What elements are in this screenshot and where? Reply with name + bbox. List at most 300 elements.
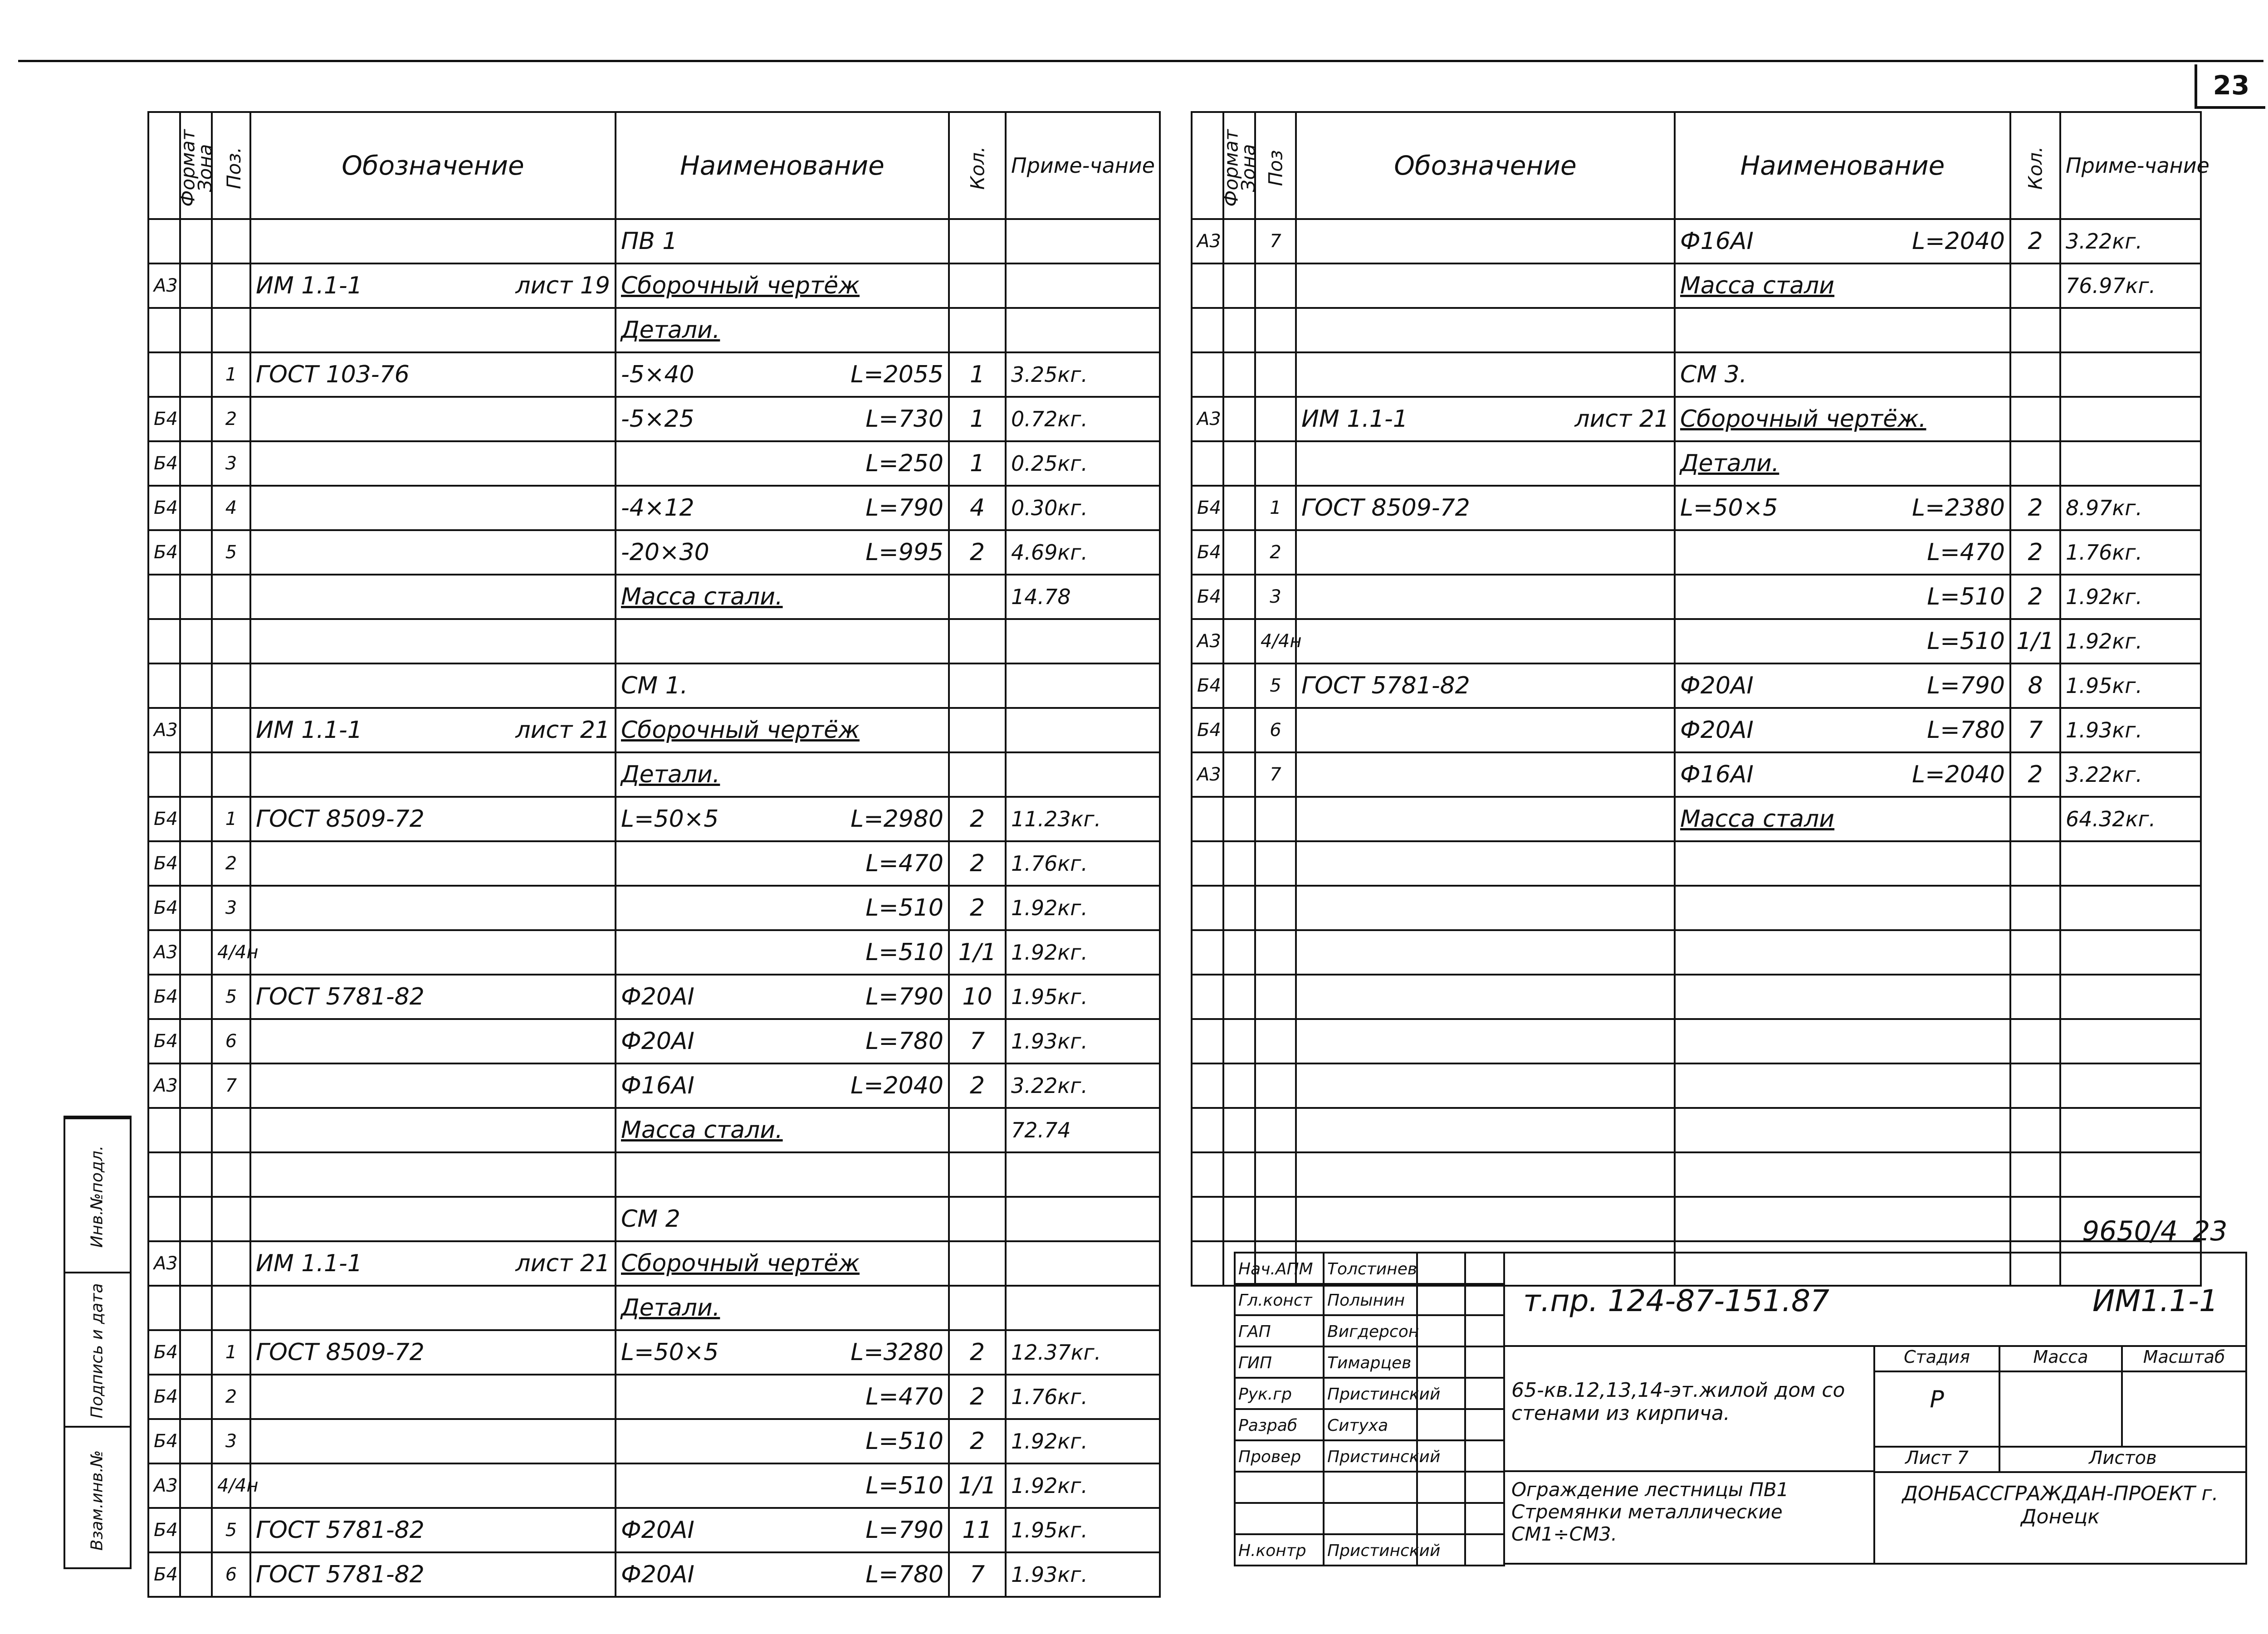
cell-note bbox=[2060, 1152, 2201, 1197]
signature-name: Полынин bbox=[1323, 1283, 1418, 1316]
cell-note: 1.93кг. bbox=[1006, 1552, 1160, 1597]
signature-sign bbox=[1416, 1283, 1466, 1316]
cell-name bbox=[1675, 263, 2010, 308]
table-row bbox=[148, 263, 1160, 308]
cell-zone bbox=[180, 797, 212, 841]
cell-format bbox=[1192, 797, 1223, 841]
table-row bbox=[1192, 663, 2201, 708]
name-length: L=510 bbox=[865, 1428, 943, 1455]
cell-zone bbox=[1223, 575, 1255, 619]
cell-format: А3 bbox=[148, 263, 180, 308]
name-wrap bbox=[1680, 628, 2005, 655]
cell-format bbox=[1192, 352, 1223, 397]
table-row bbox=[1192, 975, 2201, 1019]
cell-format: А3 bbox=[1192, 619, 1223, 663]
cell-note: 3.22кг. bbox=[1006, 1063, 1160, 1108]
cell-note: 1.95кг. bbox=[1006, 1508, 1160, 1552]
table-row bbox=[148, 1330, 1160, 1375]
name-length: L=510 bbox=[865, 894, 943, 922]
cell-pos bbox=[1255, 1197, 1296, 1241]
doc-code-small bbox=[2082, 1215, 2228, 1247]
signature-sign bbox=[1416, 1314, 1466, 1347]
cell-pos bbox=[212, 263, 250, 308]
cell-note: 1.92кг. bbox=[1006, 1463, 1160, 1508]
cell-name bbox=[616, 1197, 949, 1241]
cell-zone bbox=[180, 263, 212, 308]
cell-qty: 4 bbox=[949, 486, 1006, 530]
cell-note: 12.37кг. bbox=[1006, 1330, 1160, 1375]
signature-date bbox=[1464, 1346, 1505, 1379]
name-text: L=50×5 bbox=[1680, 494, 1778, 522]
cell-zone bbox=[1223, 841, 1255, 886]
cell-qty: 2 bbox=[2010, 575, 2060, 619]
cell-designation bbox=[1296, 975, 1675, 1019]
table-row bbox=[148, 575, 1160, 619]
table-row bbox=[1192, 441, 2201, 486]
cell-pos: 4/4н bbox=[212, 930, 250, 975]
cell-qty: 1 bbox=[949, 352, 1006, 397]
cell-zone bbox=[180, 1197, 212, 1241]
cell-note: 0.25кг. bbox=[1006, 441, 1160, 486]
table-row bbox=[1192, 530, 2201, 575]
cell-note bbox=[1006, 708, 1160, 752]
designation-text: ГОСТ 5781-82 bbox=[256, 1561, 425, 1588]
cell-note: 3.25кг. bbox=[1006, 352, 1160, 397]
cell-pos bbox=[212, 1197, 250, 1241]
name-text: Ф16АI bbox=[1680, 228, 1754, 255]
cell-pos bbox=[1255, 308, 1296, 352]
cell-note bbox=[1006, 663, 1160, 708]
cell-zone bbox=[180, 1063, 212, 1108]
cell-format: Б4 bbox=[148, 886, 180, 930]
cell-pos bbox=[212, 708, 250, 752]
cell-pos bbox=[1255, 397, 1296, 441]
table-row bbox=[148, 1375, 1160, 1419]
cell-qty bbox=[949, 263, 1006, 308]
cell-name bbox=[616, 1286, 949, 1330]
name-wrap bbox=[621, 405, 943, 433]
designation-text: ИМ 1.1-1 bbox=[256, 272, 362, 299]
table-row bbox=[1192, 308, 2201, 352]
mass-value bbox=[1999, 1371, 2123, 1448]
cell-designation bbox=[250, 1463, 616, 1508]
designation-sheet: лист 21 bbox=[515, 1250, 610, 1277]
cell-note: 14.78 bbox=[1006, 575, 1160, 619]
table-row bbox=[1192, 619, 2201, 663]
name-length: L=2040 bbox=[850, 1072, 943, 1099]
cell-designation bbox=[250, 1375, 616, 1419]
cell-zone bbox=[180, 930, 212, 975]
name-text: Ф20АI bbox=[621, 983, 694, 1010]
signature-sign bbox=[1416, 1377, 1466, 1410]
cell-pos bbox=[212, 575, 250, 619]
table-row bbox=[148, 1197, 1160, 1241]
cell-note bbox=[1006, 1152, 1160, 1197]
sheet-number: 23 bbox=[2213, 70, 2250, 101]
signature-date bbox=[1464, 1533, 1505, 1566]
cell-designation bbox=[250, 930, 616, 975]
sheets-label: Листов bbox=[1999, 1446, 2247, 1473]
name-length: L=2980 bbox=[850, 805, 943, 833]
side-stamp-cell bbox=[65, 1272, 132, 1428]
cell-zone bbox=[180, 619, 212, 663]
cell-pos: 4/4н bbox=[212, 1463, 250, 1508]
cell-note bbox=[1006, 752, 1160, 797]
cell-pos: 5 bbox=[212, 975, 250, 1019]
cell-name bbox=[616, 441, 949, 486]
cell-qty: 2 bbox=[949, 1375, 1006, 1419]
cell-note: 1.92кг. bbox=[1006, 1419, 1160, 1463]
cell-designation bbox=[1296, 663, 1675, 708]
cell-name bbox=[1675, 930, 2010, 975]
cell-designation bbox=[250, 1552, 616, 1597]
cell-qty: 2 bbox=[949, 530, 1006, 575]
table-row bbox=[1192, 1063, 2201, 1108]
doc-code-right: ИМ1.1-1 bbox=[2092, 1283, 2218, 1318]
cell-zone bbox=[1223, 530, 1255, 575]
table-row bbox=[1192, 575, 2201, 619]
name-wrap bbox=[1680, 717, 2005, 744]
cell-qty bbox=[2010, 1063, 2060, 1108]
name-wrap bbox=[621, 539, 943, 566]
cell-note: 4.69кг. bbox=[1006, 530, 1160, 575]
cell-format bbox=[148, 1286, 180, 1330]
name-wrap bbox=[621, 317, 943, 344]
cell-zone bbox=[180, 708, 212, 752]
cell-designation bbox=[1296, 1152, 1675, 1197]
table-row bbox=[148, 975, 1160, 1019]
cell-zone bbox=[180, 1330, 212, 1375]
name-wrap bbox=[1680, 272, 2005, 299]
cell-designation bbox=[250, 1197, 616, 1241]
cell-note: 1.92кг. bbox=[1006, 886, 1160, 930]
signature-name bbox=[1323, 1471, 1418, 1504]
scale-label: Масштаб bbox=[2121, 1345, 2247, 1372]
cell-note: 1.92кг. bbox=[2060, 575, 2201, 619]
signature-role: Нач.АПМ bbox=[1234, 1252, 1325, 1285]
cell-zone bbox=[1223, 930, 1255, 975]
cell-zone bbox=[1223, 975, 1255, 1019]
name-text: Сборочный чертёж bbox=[621, 717, 860, 744]
cell-qty: 2 bbox=[2010, 486, 2060, 530]
name-wrap bbox=[621, 1428, 943, 1455]
signature-role: ГАП bbox=[1234, 1314, 1325, 1347]
cell-name bbox=[616, 1330, 949, 1375]
name-wrap bbox=[621, 361, 943, 388]
cell-pos bbox=[1255, 1063, 1296, 1108]
table-row bbox=[1192, 1019, 2201, 1063]
table-row bbox=[148, 308, 1160, 352]
cell-name bbox=[616, 708, 949, 752]
cell-designation bbox=[1296, 397, 1675, 441]
cell-zone bbox=[180, 486, 212, 530]
col-designation: Обозначение bbox=[1296, 112, 1675, 219]
name-wrap bbox=[1680, 761, 2005, 788]
cell-format bbox=[1192, 1152, 1223, 1197]
cell-pos: 1 bbox=[212, 352, 250, 397]
cell-zone bbox=[180, 1552, 212, 1597]
cell-qty: 1 bbox=[949, 441, 1006, 486]
cell-note: 1.95кг. bbox=[1006, 975, 1160, 1019]
side-stamp-label: Подпись и дата bbox=[88, 1283, 107, 1419]
designation-wrap bbox=[256, 983, 610, 1010]
top-border-line bbox=[18, 60, 2263, 62]
cell-format bbox=[148, 352, 180, 397]
table-row bbox=[148, 441, 1160, 486]
cell-name bbox=[1675, 663, 2010, 708]
name-text: Масса стали bbox=[1680, 272, 1835, 299]
cell-designation bbox=[250, 575, 616, 619]
signature-date bbox=[1464, 1439, 1505, 1473]
cell-note bbox=[1006, 1286, 1160, 1330]
cell-zone bbox=[1223, 397, 1255, 441]
table-row bbox=[148, 397, 1160, 441]
cell-note bbox=[2060, 352, 2201, 397]
cell-qty: 2 bbox=[949, 1330, 1006, 1375]
table-row bbox=[1192, 1197, 2201, 1241]
cell-name bbox=[616, 530, 949, 575]
cell-zone bbox=[1223, 619, 1255, 663]
title-block bbox=[1234, 1252, 2245, 1565]
signature-sign bbox=[1416, 1533, 1466, 1566]
cell-name bbox=[1675, 1063, 2010, 1108]
name-length: L=790 bbox=[1927, 672, 2005, 699]
cell-format bbox=[1192, 1241, 1223, 1286]
designation-text: ГОСТ 8509-72 bbox=[256, 1339, 425, 1366]
col-note: Приме-чание bbox=[2060, 112, 2201, 219]
cell-pos bbox=[212, 619, 250, 663]
cell-note: 1.92кг. bbox=[1006, 930, 1160, 975]
cell-designation bbox=[1296, 930, 1675, 975]
cell-designation bbox=[250, 397, 616, 441]
cell-name bbox=[1675, 841, 2010, 886]
cell-note: 1.76кг. bbox=[1006, 1375, 1160, 1419]
cell-note: 1.93кг. bbox=[1006, 1019, 1160, 1063]
cell-pos bbox=[212, 308, 250, 352]
cell-zone bbox=[180, 219, 212, 263]
cell-pos: 7 bbox=[1255, 752, 1296, 797]
cell-designation bbox=[250, 619, 616, 663]
cell-name bbox=[616, 219, 949, 263]
table-row bbox=[148, 1108, 1160, 1152]
signature-sign bbox=[1416, 1346, 1466, 1379]
cell-format: Б4 bbox=[1192, 708, 1223, 752]
designation-wrap bbox=[256, 805, 610, 833]
cell-designation bbox=[250, 752, 616, 797]
cell-designation bbox=[1296, 619, 1675, 663]
cell-zone bbox=[1223, 797, 1255, 841]
cell-name bbox=[1675, 886, 2010, 930]
cell-pos bbox=[1255, 975, 1296, 1019]
cell-pos: 1 bbox=[212, 1330, 250, 1375]
cell-zone bbox=[1223, 752, 1255, 797]
name-length: L=2040 bbox=[1912, 761, 2005, 788]
cell-qty: 7 bbox=[2010, 708, 2060, 752]
name-text: Ф20АI bbox=[621, 1517, 694, 1544]
designation-text: ИМ 1.1-1 bbox=[256, 1250, 362, 1277]
designation-text: ГОСТ 103-76 bbox=[256, 361, 410, 388]
name-text: Детали. bbox=[621, 317, 720, 344]
cell-designation bbox=[250, 1508, 616, 1552]
table-row bbox=[148, 841, 1160, 886]
cell-qty bbox=[2010, 886, 2060, 930]
cell-qty bbox=[2010, 263, 2060, 308]
cell-note bbox=[2060, 886, 2201, 930]
name-wrap bbox=[1680, 405, 2005, 433]
cell-qty bbox=[2010, 397, 2060, 441]
cell-pos bbox=[212, 1152, 250, 1197]
cell-designation bbox=[1296, 219, 1675, 263]
cell-note bbox=[2060, 397, 2201, 441]
name-wrap bbox=[621, 1517, 943, 1544]
spec-table-right bbox=[1191, 111, 2209, 1287]
designation-wrap bbox=[256, 1250, 610, 1277]
table-row bbox=[148, 1463, 1160, 1508]
cell-note: 0.30кг. bbox=[1006, 486, 1160, 530]
cell-pos: 2 bbox=[1255, 530, 1296, 575]
name-text: Ф20АI bbox=[1680, 717, 1754, 744]
cell-designation bbox=[250, 441, 616, 486]
cell-note: 1.92кг. bbox=[2060, 619, 2201, 663]
name-length: L=780 bbox=[865, 1028, 943, 1055]
cell-designation bbox=[1296, 708, 1675, 752]
cell-note bbox=[2060, 1019, 2201, 1063]
cell-qty bbox=[2010, 930, 2060, 975]
col-qty: Кол. bbox=[949, 112, 1006, 219]
cell-name bbox=[616, 975, 949, 1019]
cell-zone bbox=[1223, 1063, 1255, 1108]
cell-format bbox=[148, 1152, 180, 1197]
name-text: Масса стали. bbox=[621, 1117, 783, 1144]
signature-date bbox=[1464, 1502, 1505, 1535]
cell-pos bbox=[1255, 797, 1296, 841]
name-length: L=510 bbox=[865, 1472, 943, 1499]
signature-date bbox=[1464, 1377, 1505, 1410]
cell-designation bbox=[250, 308, 616, 352]
name-length: L=780 bbox=[865, 1561, 943, 1588]
signature-sign bbox=[1416, 1408, 1466, 1441]
cell-name bbox=[1675, 1197, 2010, 1241]
cell-note bbox=[2060, 1108, 2201, 1152]
cell-zone bbox=[180, 530, 212, 575]
cell-name bbox=[1675, 352, 2010, 397]
cell-format bbox=[1192, 1063, 1223, 1108]
name-wrap bbox=[1680, 805, 2005, 833]
signature-role: Рук.гр bbox=[1234, 1377, 1325, 1410]
cell-name bbox=[1675, 530, 2010, 575]
cell-pos bbox=[1255, 352, 1296, 397]
name-length: L=470 bbox=[1927, 539, 2005, 566]
cell-format: Б4 bbox=[148, 1375, 180, 1419]
cell-qty: 1/1 bbox=[949, 930, 1006, 975]
cell-pos bbox=[212, 1286, 250, 1330]
name-text: -4×12 bbox=[621, 494, 694, 522]
cell-designation bbox=[250, 1019, 616, 1063]
doc-code: т.пр. 124-87-151.87 ИМ1.1-1 bbox=[1503, 1252, 2247, 1347]
name-length: L=995 bbox=[865, 539, 943, 566]
col-pos: Поз. bbox=[212, 112, 250, 219]
name-length: L=3280 bbox=[850, 1339, 943, 1366]
cell-qty: 1/1 bbox=[2010, 619, 2060, 663]
cell-designation bbox=[1296, 797, 1675, 841]
table-row bbox=[148, 1063, 1160, 1108]
cell-note: 3.22кг. bbox=[2060, 219, 2201, 263]
cell-name bbox=[1675, 575, 2010, 619]
table-row bbox=[1192, 352, 2201, 397]
signature-date bbox=[1464, 1408, 1505, 1441]
cell-pos: 4/4н bbox=[1255, 619, 1296, 663]
cell-note bbox=[2060, 975, 2201, 1019]
cell-format bbox=[1192, 886, 1223, 930]
name-text: L=50×5 bbox=[621, 805, 719, 833]
cell-pos bbox=[1255, 930, 1296, 975]
name-text: Сборочный чертёж bbox=[621, 272, 860, 299]
cell-pos: 5 bbox=[212, 530, 250, 575]
name-wrap bbox=[621, 1205, 943, 1233]
cell-format bbox=[148, 219, 180, 263]
name-wrap bbox=[1680, 228, 2005, 255]
side-stamp-label: Взам.инв.№ bbox=[88, 1450, 107, 1551]
cell-format: А3 bbox=[148, 708, 180, 752]
cell-name bbox=[616, 1108, 949, 1152]
cell-pos: 7 bbox=[1255, 219, 1296, 263]
name-wrap bbox=[1680, 583, 2005, 610]
table-row bbox=[148, 530, 1160, 575]
cell-zone bbox=[180, 752, 212, 797]
name-text: Сборочный чертёж. bbox=[1680, 405, 1926, 433]
cell-format: Б4 bbox=[148, 441, 180, 486]
cell-designation bbox=[250, 352, 616, 397]
table-row bbox=[148, 1019, 1160, 1063]
cell-format: А3 bbox=[148, 1063, 180, 1108]
name-text: Ф20АI bbox=[1680, 672, 1754, 699]
name-wrap bbox=[621, 672, 943, 699]
cell-zone bbox=[1223, 886, 1255, 930]
cell-name bbox=[1675, 752, 2010, 797]
cell-note bbox=[1006, 1241, 1160, 1286]
cell-qty: 1 bbox=[949, 397, 1006, 441]
signature-role: Провер bbox=[1234, 1439, 1325, 1473]
cell-name bbox=[616, 752, 949, 797]
cell-zone bbox=[180, 1419, 212, 1463]
cell-zone bbox=[1223, 663, 1255, 708]
cell-pos bbox=[212, 663, 250, 708]
cell-format bbox=[1192, 1197, 1223, 1241]
cell-name bbox=[616, 1463, 949, 1508]
cell-note: 1.93кг. bbox=[2060, 708, 2201, 752]
cell-designation bbox=[250, 797, 616, 841]
name-text: СМ 3. bbox=[1680, 361, 1747, 388]
cell-zone bbox=[180, 886, 212, 930]
cell-format: Б4 bbox=[1192, 575, 1223, 619]
cell-format: Б4 bbox=[148, 841, 180, 886]
cell-note: 1.95кг. bbox=[2060, 663, 2201, 708]
cell-zone bbox=[180, 1241, 212, 1286]
cell-zone bbox=[1223, 1019, 1255, 1063]
cell-pos: 6 bbox=[212, 1552, 250, 1597]
cell-format: А3 bbox=[1192, 397, 1223, 441]
cell-designation bbox=[250, 263, 616, 308]
scale-value bbox=[2121, 1371, 2247, 1448]
designation-text: ГОСТ 5781-82 bbox=[256, 1517, 425, 1544]
cell-format bbox=[148, 1108, 180, 1152]
cell-designation bbox=[250, 975, 616, 1019]
table-header bbox=[1192, 112, 2201, 219]
cell-pos bbox=[1255, 841, 1296, 886]
designation-sheet: лист 21 bbox=[1574, 405, 1669, 433]
doc-code-number: 9650/4 bbox=[2082, 1215, 2178, 1247]
cell-name bbox=[616, 663, 949, 708]
